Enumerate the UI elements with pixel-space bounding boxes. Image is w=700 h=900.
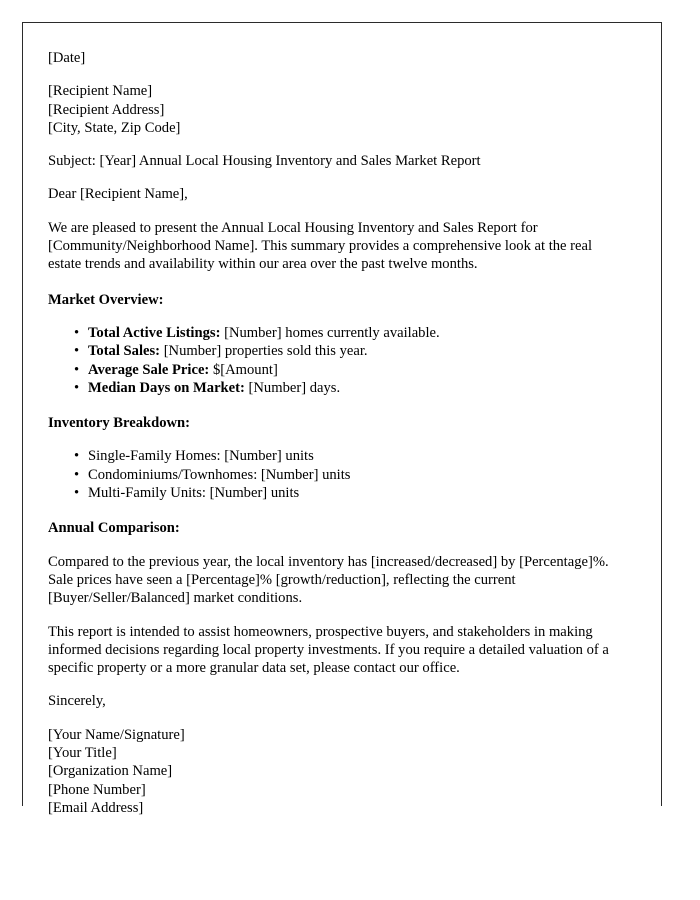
spacer (48, 137, 628, 152)
list-item: • Condominiums/Townhomes: [Number] units (88, 466, 628, 484)
inventory-breakdown-heading: Inventory Breakdown: (48, 415, 191, 432)
market-overview-item-label: Average Sale Price: (88, 361, 210, 378)
spacer (48, 274, 628, 291)
sign-off: Sincerely, (48, 693, 106, 710)
market-overview-item-value: $[Amount] (209, 361, 278, 378)
letter-sheet (22, 22, 662, 816)
signature-organization: [Organization Name] (48, 763, 173, 780)
recipient-address: [Recipient Address] (48, 101, 165, 118)
spacer (48, 432, 628, 447)
letter-body (48, 49, 628, 817)
list-item (88, 379, 628, 397)
closing-paragraph: This report is intended to assist homeowners, prospective buyers, and stakeholders in making informed decisions regarding local property investments. If you require a detailed valuation of a specific property or a more granular data set, please contact our office. (48, 623, 609, 677)
list-item (88, 361, 628, 379)
market-overview-item-value: [Number] homes currently available. (220, 324, 440, 341)
signature-title: [Your Title] (48, 745, 117, 762)
spacer (48, 397, 628, 414)
signature-block (48, 726, 628, 817)
spacer (48, 711, 628, 726)
market-overview-item-label: Total Active Listings: (88, 324, 221, 341)
salutation: Dear [Recipient Name], (48, 186, 188, 203)
spacer (48, 204, 628, 219)
list-item: • Multi-Family Units: [Number] units (88, 484, 628, 502)
date-placeholder: [Date] (48, 50, 86, 66)
list-item: • Single-Family Homes: [Number] units (88, 447, 628, 465)
spacer (48, 309, 628, 324)
signature-phone: [Phone Number] (48, 781, 146, 798)
intro-paragraph: We are pleased to present the Annual Local Housing Inventory and Sales Report for [Community/Neighborhood Name]. This summary provides a comprehensive look at the real estate trends and availability within our area over the past twelve months. (48, 219, 593, 273)
spacer (48, 677, 628, 692)
market-overview-item-value: [Number] days. (244, 379, 341, 396)
market-overview-item-label: Total Sales: (88, 343, 161, 360)
market-overview-item-value: [Number] properties sold this year. (160, 343, 368, 360)
signature-email: [Email Address] (48, 799, 144, 816)
recipient-address-block (48, 82, 628, 137)
signature-name: [Your Name/Signature] (48, 726, 185, 743)
recipient-city-state-zip: [City, State, Zip Code] (48, 119, 181, 136)
subject-line: Subject: [Year] Annual Local Housing Inventory and Sales Market Report (48, 153, 481, 170)
list-item (88, 324, 628, 342)
annual-comparison-paragraph: Compared to the previous year, the local inventory has [increased/decreased] by [Percentage]%. Sale prices have seen a [Percentage]% [growth/reduction], reflecting the current [Buyer/Seller/Balanced] market conditions. (48, 553, 609, 607)
spacer (48, 502, 628, 519)
inventory-breakdown-list (48, 447, 628, 502)
recipient-name: [Recipient Name] (48, 83, 153, 100)
spacer (48, 170, 628, 185)
market-overview-item-label: Median Days on Market: (88, 379, 245, 396)
list-item (88, 342, 628, 360)
market-overview-list (48, 324, 628, 397)
spacer (48, 538, 628, 553)
market-overview-heading: Market Overview: (48, 291, 164, 308)
spacer (48, 608, 628, 623)
annual-comparison-heading: Annual Comparison: (48, 520, 180, 537)
spacer (48, 67, 628, 82)
